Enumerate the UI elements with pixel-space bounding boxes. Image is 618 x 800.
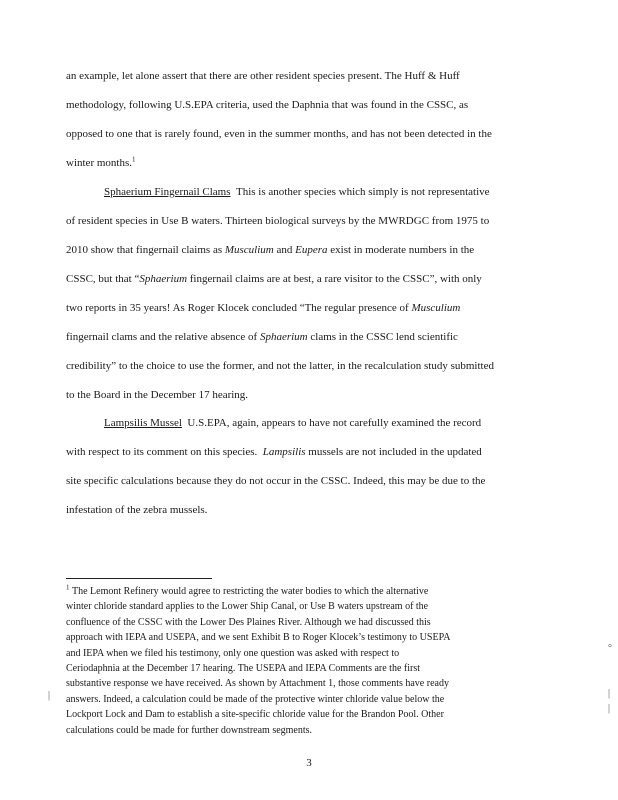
footnote-line bbox=[66, 584, 566, 599]
footnote-line: calculations could be made for further downstream segments. bbox=[66, 724, 313, 736]
text-span: CSSC, but that “ bbox=[66, 273, 140, 285]
text-line bbox=[66, 265, 570, 294]
paragraph-sphaerium bbox=[66, 178, 570, 410]
species-name: Lampsilis bbox=[262, 446, 306, 458]
section-heading-sphaerium: Sphaerium Fingernail Clams bbox=[104, 186, 231, 198]
footnote-line: approach with IEPA and USEPA, and we sent Exhibit B to Roger Klocek’s testimony to USEPA bbox=[66, 632, 451, 644]
species-name: Sphaerium bbox=[259, 331, 308, 343]
text-span: U.S.EPA, again, appears to have not carefully examined the record bbox=[187, 417, 482, 429]
text-line bbox=[66, 323, 570, 352]
text-line: credibility” to the choice to use the former, and not the latter, in the recalculation study submitted bbox=[66, 360, 494, 372]
text-line: site specific calculations because they do not occur in the CSSC. Indeed, this may be due to the bbox=[66, 475, 486, 487]
scan-margin-mark: | bbox=[608, 703, 611, 714]
text-span: clams in the CSSC lend scientific bbox=[307, 331, 458, 343]
text-line: methodology, following U.S.EPA criteria, used the Daphnia that was found in the CSSC, as bbox=[66, 99, 469, 111]
footnote-text: The Lemont Refinery would agree to restricting the water bodies to which the alternative bbox=[72, 586, 429, 597]
footnote-line: answers. Indeed, a calculation could be made of the protective winter chloride value below the bbox=[66, 693, 445, 705]
text-line bbox=[66, 149, 570, 178]
text-span: 2010 show that fingernail claims as bbox=[66, 244, 225, 256]
text-span: winter months. bbox=[66, 157, 132, 169]
text-span: mussels are not included in the updated bbox=[305, 446, 482, 458]
text-span: two reports in 35 years! As Roger Klocek concluded “The regular presence of bbox=[66, 302, 412, 314]
scan-margin-mark: | bbox=[608, 688, 611, 699]
text-span: and bbox=[273, 244, 296, 256]
footnote-line: substantive response we have received. As shown by Attachment 1, those comments have ready bbox=[66, 678, 449, 690]
footnote bbox=[66, 584, 566, 738]
text-line: an example, let alone assert that there are other resident species present. The Huff & Huff bbox=[66, 70, 460, 82]
species-name: Sphaerium bbox=[139, 273, 188, 285]
footnote-line: and IEPA when we filed his testimony, only one question was asked with respect to bbox=[66, 647, 400, 659]
footnote-line: Ceriodaphnia at the December 17 hearing. The USEPA and IEPA Comments are the first bbox=[66, 663, 421, 675]
text-span: This is another species which simply is not representative bbox=[235, 186, 490, 198]
text-line: to the Board in the December 17 hearing. bbox=[66, 389, 249, 401]
scan-margin-mark: ° bbox=[608, 643, 612, 654]
species-name: Musculium bbox=[224, 244, 274, 256]
text-span: exist in moderate numbers in the bbox=[327, 244, 475, 256]
footnote-line: confluence of the CSSC with the Lower Des Plaines River. Although we had discussed this bbox=[66, 616, 431, 628]
text-line bbox=[66, 438, 570, 467]
text-span: with respect to its comment on this species. bbox=[66, 446, 258, 458]
footnote-marker: 1 bbox=[66, 583, 70, 592]
text-span: fingernail claims are at best, a rare visitor to the CSSC”, with only bbox=[187, 273, 482, 285]
footnote-reference: 1 bbox=[132, 155, 136, 164]
scan-margin-mark: | bbox=[48, 690, 51, 701]
text-line: of resident species in Use B waters. Thirteen biological surveys by the MWRDGC from 1975 to bbox=[66, 215, 490, 227]
text-line bbox=[66, 236, 570, 265]
text-line bbox=[66, 178, 570, 207]
text-line: infestation of the zebra mussels. bbox=[66, 504, 208, 516]
paragraph-daphnia bbox=[66, 62, 570, 178]
footnote-separator bbox=[66, 578, 212, 579]
section-heading-lampsilis: Lampsilis Mussel bbox=[104, 417, 182, 429]
text-line bbox=[66, 294, 570, 323]
footnote-line: winter chloride standard applies to the Lower Ship Canal, or Use B waters upstream of the bbox=[66, 601, 429, 613]
text-line bbox=[66, 409, 570, 438]
species-name: Musculium bbox=[411, 302, 461, 314]
page-number: 3 bbox=[306, 757, 312, 769]
paragraph-lampsilis bbox=[66, 409, 570, 525]
text-span: fingernail clams and the relative absence of bbox=[66, 331, 260, 343]
species-name: Eupera bbox=[295, 244, 328, 256]
text-line: opposed to one that is rarely found, even in the summer months, and has not been detected in the bbox=[66, 128, 492, 140]
footnote-line: Lockport Lock and Dam to establish a site-specific chloride value for the Brandon Pool. Other bbox=[66, 709, 444, 721]
